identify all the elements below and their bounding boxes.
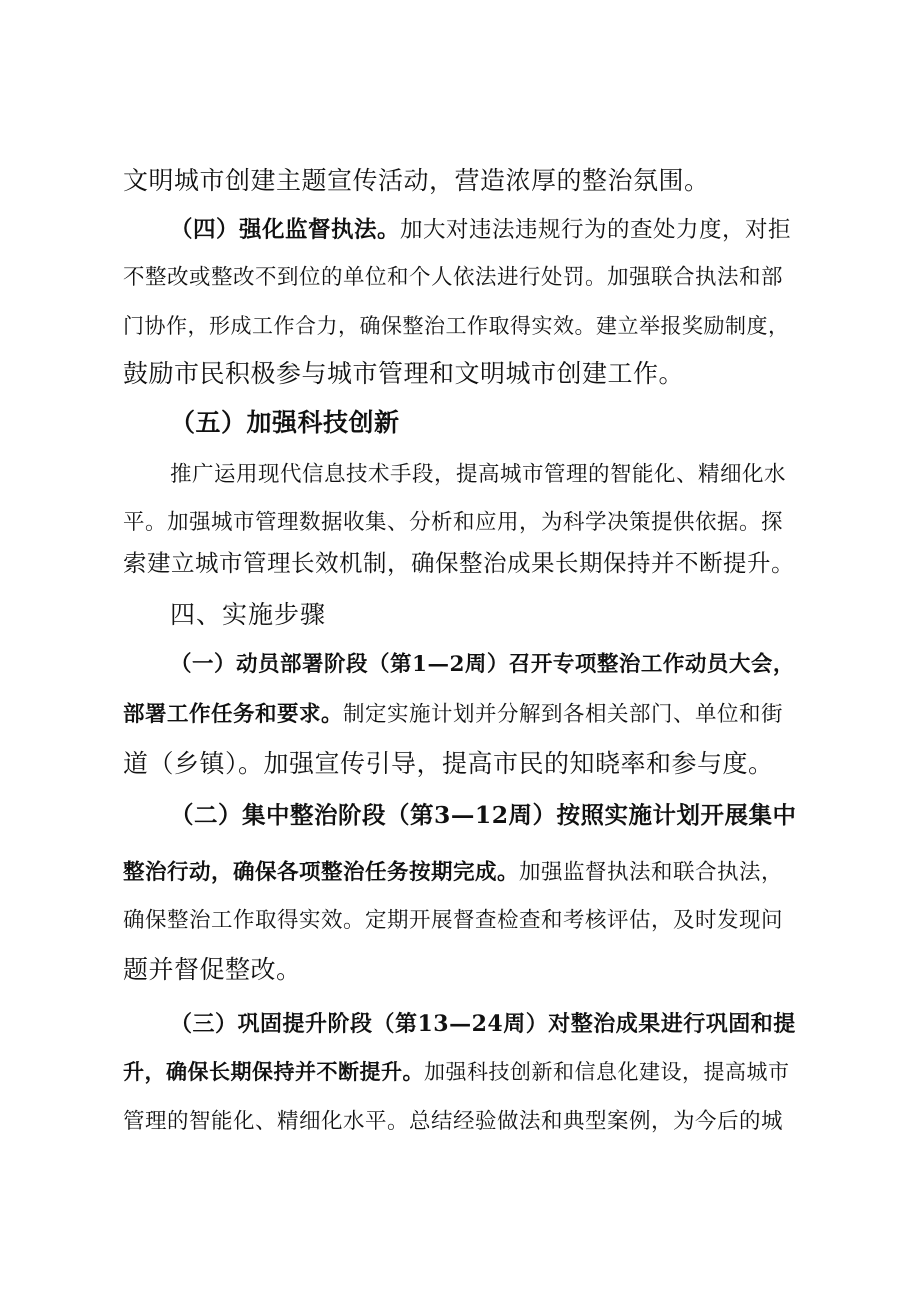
step-3-heading-cont: 升，确保长期保持并不断提升。 xyxy=(123,1059,424,1084)
section-5-heading: （五）加强科技创新 xyxy=(170,408,400,437)
step-2-heading-cont: 整治行动，确保各项整治任务按期完成。 xyxy=(123,860,520,885)
paragraph-line: 推广运用现代信息技术手段，提高城市管理的智能化、精细化水 xyxy=(170,462,787,487)
paragraph-line: 确保整治工作取得实效。定期开展督查检查和考核评估，及时发现问 xyxy=(123,908,784,933)
paragraph-line: 鼓励市民积极参与城市管理和文明城市创建工作。 xyxy=(123,359,685,388)
step-2-text: 加强监督执法和联合执法， xyxy=(519,860,784,885)
paragraph-line: 不整改或整改不到位的单位和个人依法进行处罚。加强联合执法和部 xyxy=(123,265,784,290)
step-1-heading: （一）动员部署阶段（第1—2周）召开专项整治工作动员大会， xyxy=(170,652,795,677)
paragraph-line: 索建立城市管理长效机制，确保整治成果长期保持并不断提升。 xyxy=(123,549,795,577)
section-4-text: 加大对违法违规行为的查处力度，对拒 xyxy=(400,217,792,243)
step-2-line-2 xyxy=(123,858,783,888)
paragraph-line: 题并督促整改。 xyxy=(123,955,302,984)
section-4-heading: （四）强化监督执法。 xyxy=(170,217,401,243)
paragraph-line: 平。加强城市管理数据收集、分析和应用，为科学决策提供依据。探 xyxy=(123,510,784,535)
step-3-heading: （三）巩固提升阶段（第13—24周）对整治成果进行巩固和提 xyxy=(170,1011,796,1037)
step-1-heading-cont: 部署工作任务和要求。 xyxy=(123,702,344,727)
paragraph-line: 道（乡镇）。加强宣传引导，提高市民的知晓率和参与度。 xyxy=(123,749,774,778)
step-1-text: 制定实施计划并分解到各相关部门、单位和街 xyxy=(343,702,784,727)
paragraph-line: 门协作，形成工作合力，确保整治工作取得实效。建立举报奖励制度， xyxy=(123,314,790,338)
part-4-title: 四、实施步骤 xyxy=(170,600,327,629)
paragraph-line: 管理的智能化、精细化水平。总结经验做法和典型案例，为今后的城 xyxy=(123,1109,784,1134)
step-2-heading: （二）集中整治阶段（第3—12周）按照实施计划开展集中 xyxy=(170,801,797,829)
step-1-line-2 xyxy=(123,700,783,730)
step-3-line-2 xyxy=(123,1057,790,1087)
step-3-text: 加强科技创新和信息化建设，提高城市 xyxy=(424,1060,790,1084)
paragraph-line: 文明城市创建主题宣传活动，营造浓厚的整治氛围。 xyxy=(123,166,710,195)
section-4-first-line xyxy=(170,215,791,245)
